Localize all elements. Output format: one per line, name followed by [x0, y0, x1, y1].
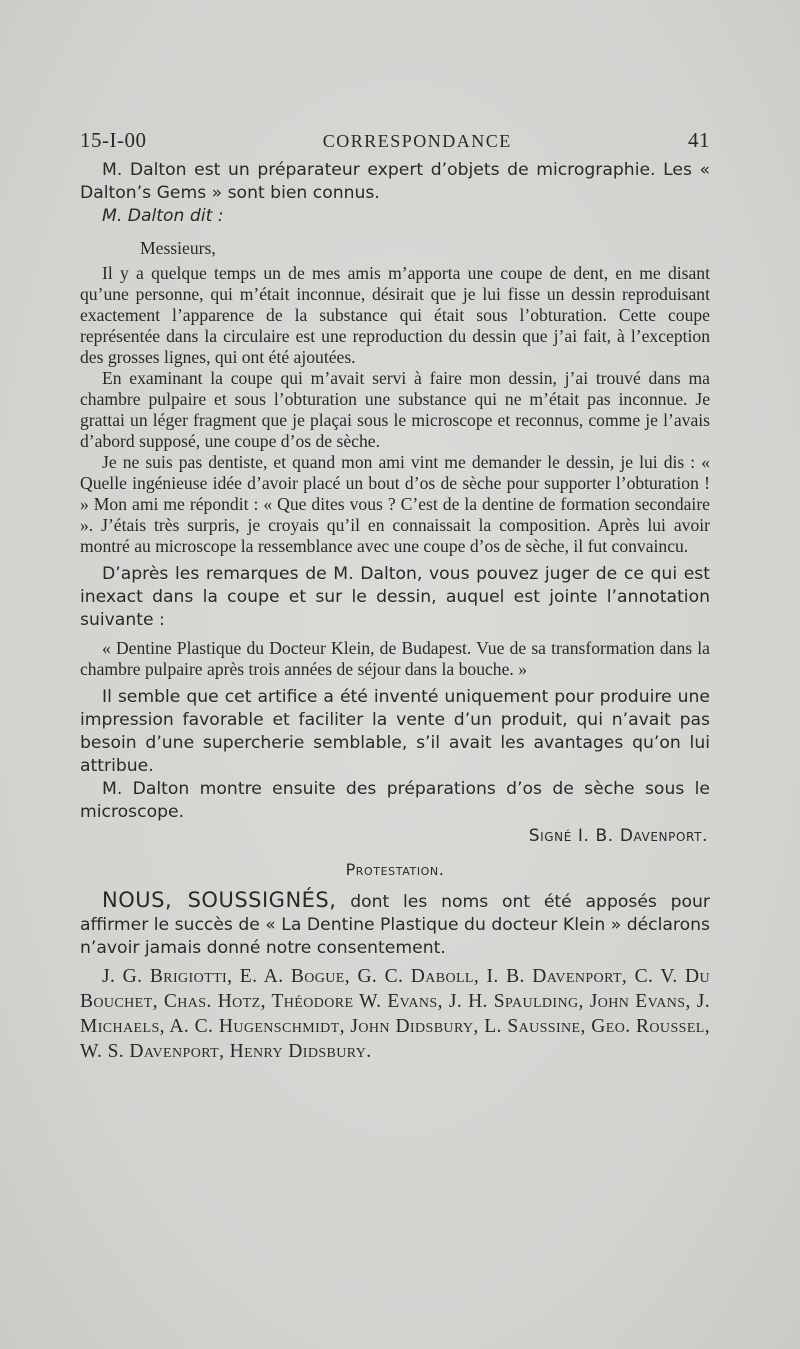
- protestation-heading: Protestation.: [345, 860, 445, 879]
- protestation-lead: NOUS, SOUSSIGNÉS,: [102, 888, 337, 912]
- page-number: 41: [687, 128, 710, 152]
- page: [80, 128, 710, 1064]
- remarks-paragraph: D’après les remarques de M. Dalton, vous pouvez juger de ce qui est inexact dans la coupe et sur le dessin, auquel est jointe l’annotation suivante :: [80, 564, 710, 630]
- signatories-list: J. G. Brigiotti, E. A. Bogue, G. C. Daboll, I. B. Davenport, C. V. Du Bouchet, Chas. Hotz, Théodore W. Evans, J. H. Spaulding, John Evans, J. Michaels, A. C. Hugenschmidt, John Didsbury, L. Saussine, Geo. Roussel, W. S. Davenport, Henry Didsbury.: [80, 966, 710, 1062]
- letter-paragraph-2: En examinant la coupe qui m’avait servi à faire mon dessin, j’ai trouvé dans ma chambre pulpaire et sous l’obturation une substance qui ne m’était pas inconnue. Je grattai un léger fragment que je plaçai sous le microscope et reconnus, comme je l’avais d’abord supposé, une coupe d’os de sèche.: [80, 368, 710, 451]
- signature: Signé I. B. Davenport.: [528, 826, 708, 846]
- artifice-paragraph: Il semble que cet artifice a été inventé uniquement pour produire une impression favorable et faciliter la vente d’un produit, qui n’avait pas besoin d’une supercherie semblable, s’il avait les avantages qu’on lui attribue.: [80, 687, 710, 776]
- annotation-quote: « Dentine Plastique du Docteur Klein, de Budapest. Vue de sa transformation dans la chambre pulpaire après trois années de séjour dans la bouche. »: [80, 638, 710, 679]
- page-title: CORRESPONDANCE: [322, 131, 512, 151]
- dalton-says: M. Dalton dit :: [102, 206, 224, 226]
- letter-paragraph-3: Je ne suis pas dentiste, et quand mon ami vint me demander le dessin, je lui dis : « Quelle ingénieuse idée d’avoir placé un bout d’os de sèche pour supporter l’obturation ! » Mon ami me répondit : « Que dites vous ? C’est de la dentine de formation secondaire ». J’étais très surpris, je croyais qu’il en connaissait la composition. Après lui avoir montré au microscope la ressemblance avec une coupe d’os de sèche, il fut convaincu.: [80, 452, 710, 556]
- intro-paragraph: M. Dalton est un préparateur expert d’objets de micrographie. Les « Dalton’s Gems » sont bien connus.: [80, 160, 710, 203]
- page-date: 15-I-00: [80, 128, 147, 152]
- protestation-paragraph: [80, 889, 710, 960]
- microscope-paragraph: M. Dalton montre ensuite des préparations d’os de sèche sous le microscope.: [80, 779, 710, 822]
- running-header: [80, 128, 710, 153]
- protestation-body: dont les noms ont été apposés pour affirmer le succès de « La Dentine Plastique du docteur Klein » déclarons n’avoir jamais donné notre consentement.: [80, 892, 710, 958]
- letter-paragraph-1: Il y a quelque temps un de mes amis m’apporta une coupe de dent, en me disant qu’une personne, qui m’était inconnue, désirait que je lui fisse un dessin reproduisant exactement l’apparence de la substance qui était sous l’obturation. Cette coupe représentée dans la circulaire est une reproduction du dessin que j’ai fait, à l’exception des grosses lignes, qui ont été ajoutées.: [80, 263, 710, 367]
- salutation: Messieurs,: [140, 238, 216, 258]
